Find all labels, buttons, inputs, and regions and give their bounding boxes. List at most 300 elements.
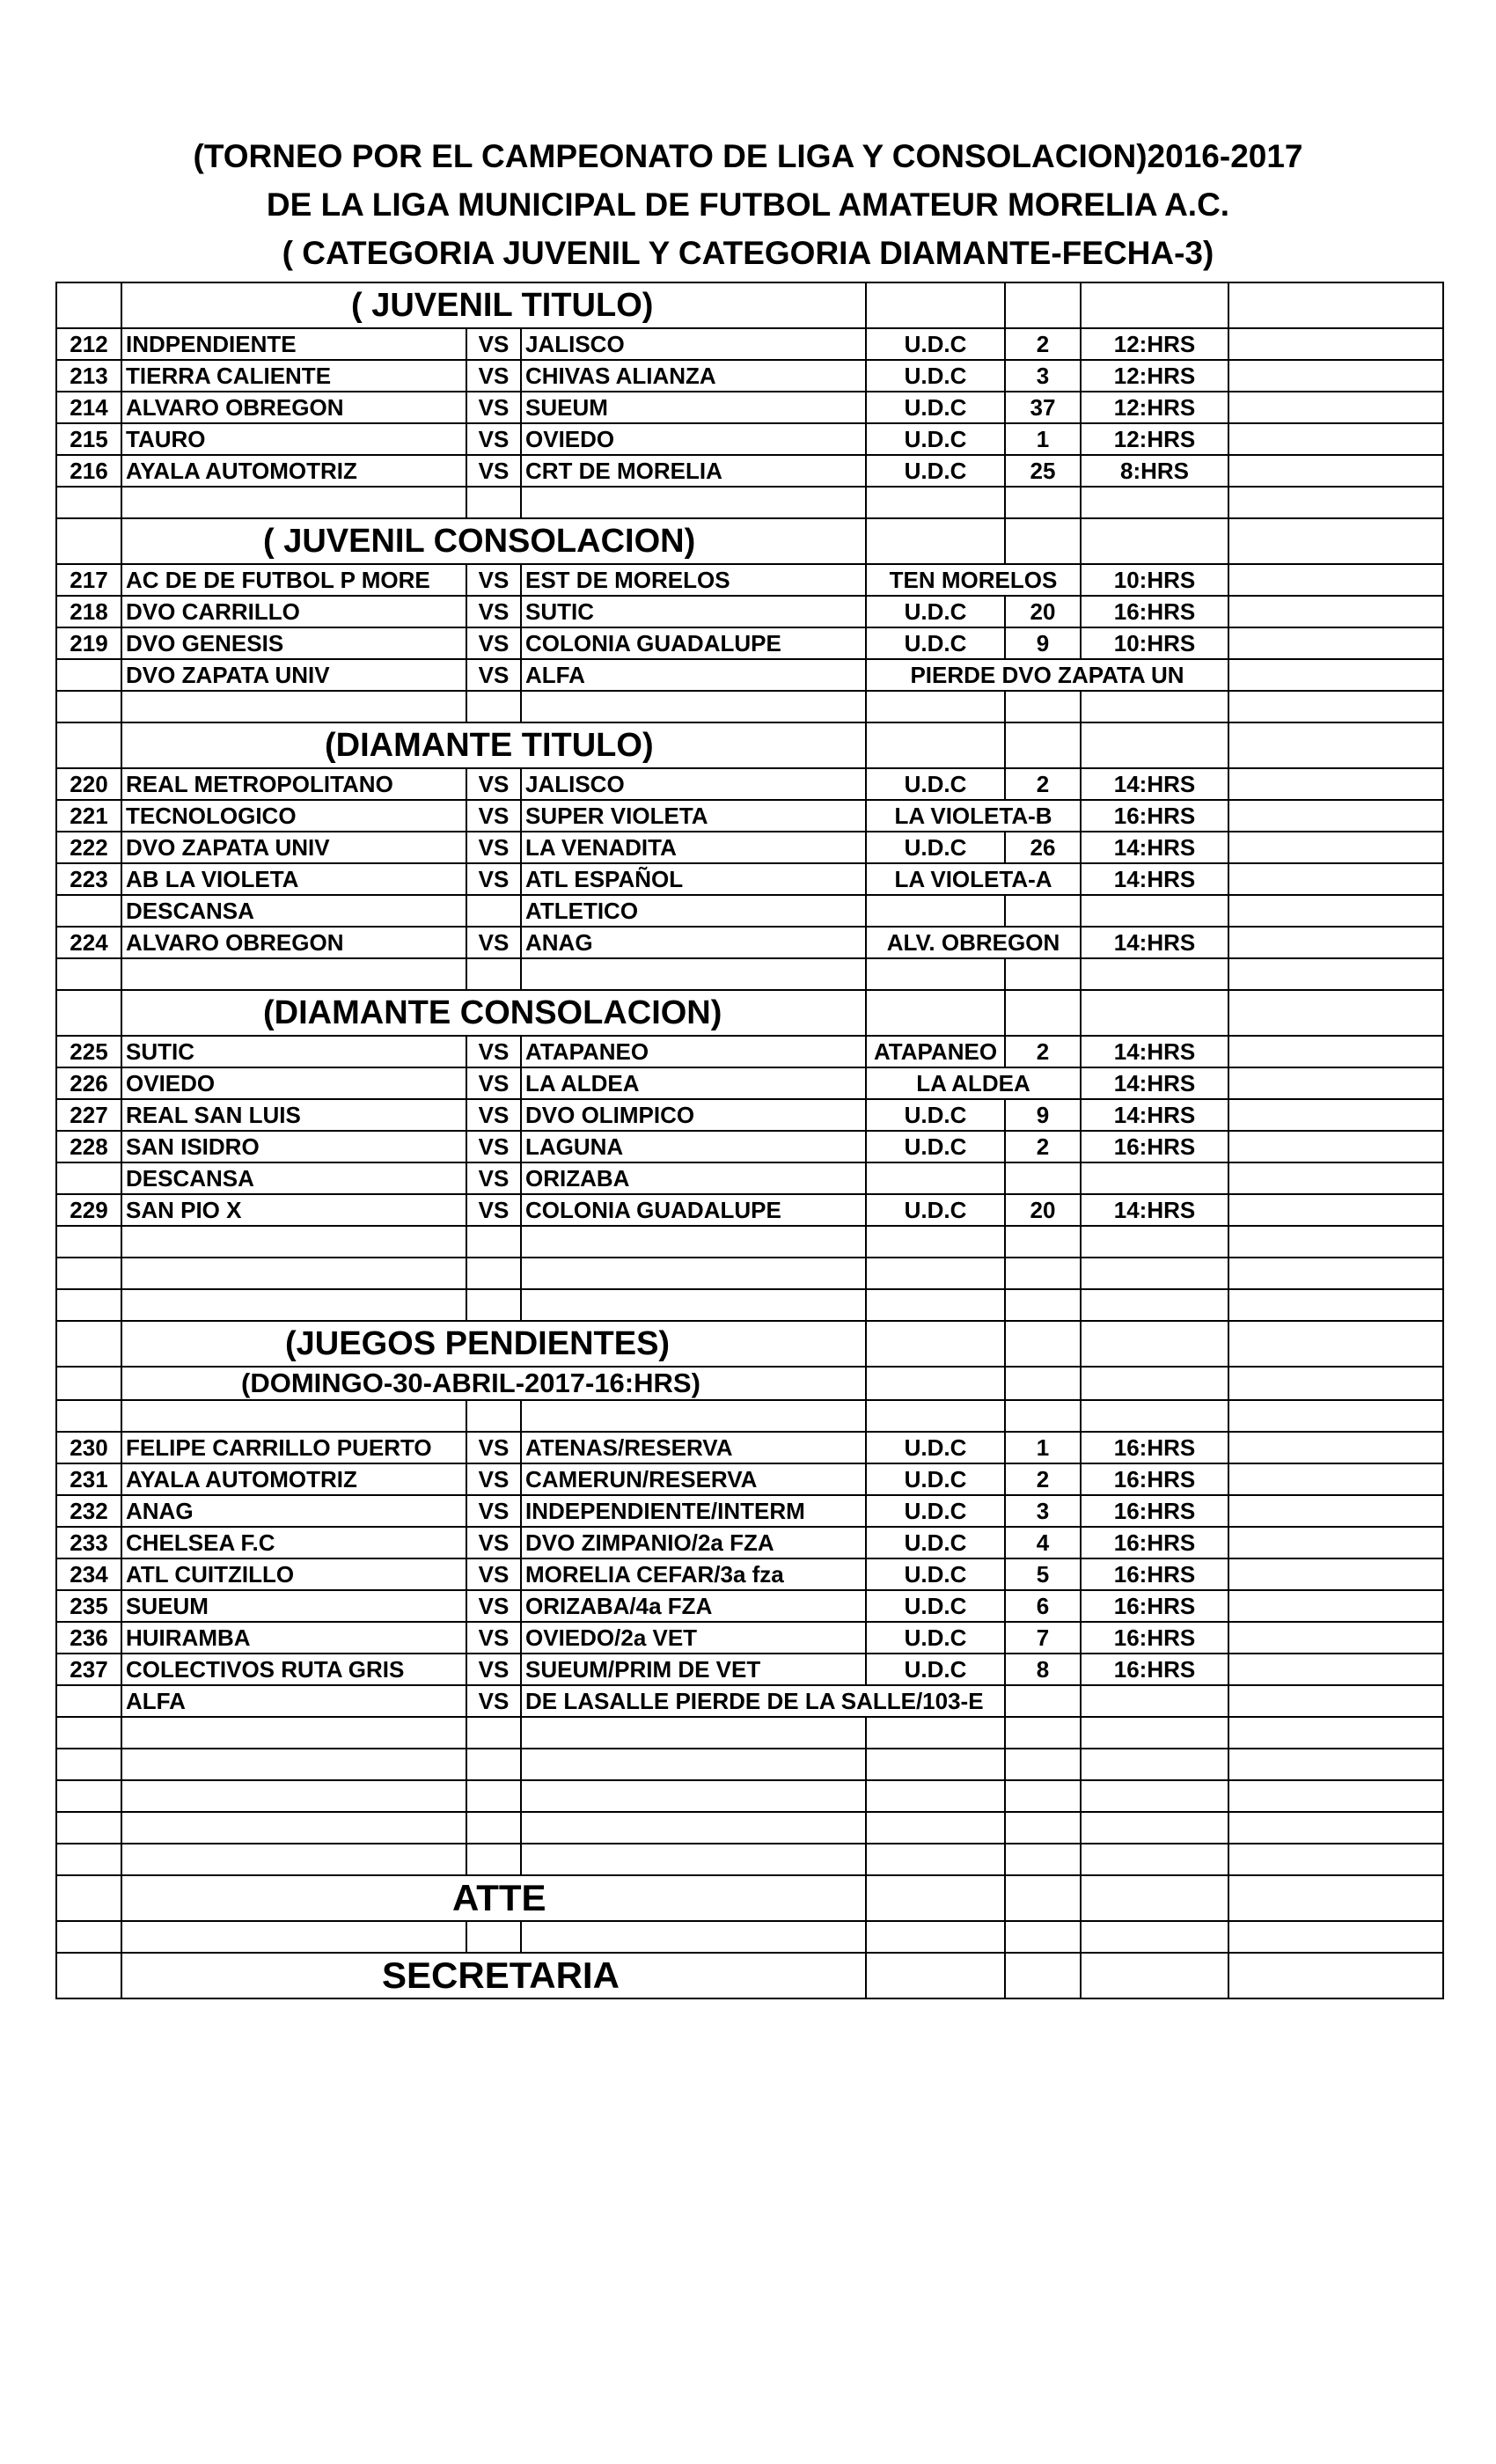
empty-cell [56, 1780, 121, 1812]
match-number: 220 [56, 768, 121, 800]
vs-label: VS [466, 328, 521, 360]
match-number: 236 [56, 1622, 121, 1654]
empty-cell [866, 722, 1005, 768]
away-team: EST DE MORELOS [521, 564, 866, 596]
match-row [56, 1654, 1443, 1685]
empty-cell [866, 487, 1005, 518]
empty-cell [1228, 659, 1443, 691]
empty-cell [121, 691, 466, 722]
empty-cell [1081, 1321, 1228, 1367]
field-number: 2 [1005, 328, 1081, 360]
empty-cell [1005, 1289, 1081, 1321]
field-name: U.D.C [866, 328, 1005, 360]
empty-cell [1081, 1921, 1228, 1953]
field-number: 1 [1005, 1432, 1081, 1463]
empty-cell [1081, 1289, 1228, 1321]
empty-cell [1005, 1321, 1081, 1367]
home-team: ANAG [121, 1495, 466, 1527]
field-number: 2 [1005, 1131, 1081, 1162]
field-number: 26 [1005, 832, 1081, 863]
empty-cell [1081, 1717, 1228, 1749]
match-time: 10:HRS [1081, 564, 1228, 596]
empty-cell [466, 1289, 521, 1321]
empty-cell [866, 1400, 1005, 1432]
empty-cell [1228, 1367, 1443, 1400]
match-row [56, 360, 1443, 392]
empty-cell [121, 1717, 466, 1749]
vs-label: VS [466, 1067, 521, 1099]
away-team: SUEUM [521, 392, 866, 423]
empty-cell [1228, 1558, 1443, 1590]
empty-cell [1005, 1875, 1081, 1921]
empty-cell [1005, 1953, 1081, 1998]
field-number [1005, 895, 1081, 927]
away-team: ATL ESPAÑOL [521, 863, 866, 895]
match-time: 16:HRS [1081, 1558, 1228, 1590]
empty-cell [1228, 1321, 1443, 1367]
match-number: 226 [56, 1067, 121, 1099]
empty-cell [521, 1226, 866, 1258]
empty-cell [1081, 487, 1228, 518]
blank-row [56, 691, 1443, 722]
match-time: 12:HRS [1081, 423, 1228, 455]
empty-cell [1081, 990, 1228, 1036]
match-time: 16:HRS [1081, 800, 1228, 832]
empty-cell [1081, 958, 1228, 990]
empty-cell [1228, 1289, 1443, 1321]
away-team: DE LASALLE PIERDE DE LA SALLE/103-E [521, 1685, 1005, 1717]
vs-label: VS [466, 800, 521, 832]
home-team: COLECTIVOS RUTA GRIS [121, 1654, 466, 1685]
vs-label: VS [466, 863, 521, 895]
blank-row [56, 1780, 1443, 1812]
field-number: 3 [1005, 360, 1081, 392]
home-team: AYALA AUTOMOTRIZ [121, 1463, 466, 1495]
empty-cell [466, 1921, 521, 1953]
field-name: U.D.C [866, 360, 1005, 392]
match-number [56, 1685, 121, 1717]
empty-cell [521, 1717, 866, 1749]
empty-cell [521, 1812, 866, 1844]
empty-cell [1081, 1258, 1228, 1289]
field-number: 37 [1005, 392, 1081, 423]
title-line-1: (TORNEO POR EL CAMPEONATO DE LIGA Y CONSOLACION)2016-2017 [193, 138, 1303, 174]
empty-cell [1005, 990, 1081, 1036]
section-header-row [56, 990, 1443, 1036]
signature-text: SECRETARIA [121, 1953, 866, 1998]
away-team: CRT DE MORELIA [521, 455, 866, 487]
vs-label: VS [466, 1194, 521, 1226]
empty-cell [866, 1226, 1005, 1258]
field-name: U.D.C [866, 1654, 1005, 1685]
empty-cell [1228, 800, 1443, 832]
field-name: U.D.C [866, 423, 1005, 455]
field-name: U.D.C [866, 768, 1005, 800]
empty-cell [866, 518, 1005, 564]
empty-cell [1228, 596, 1443, 627]
match-number: 235 [56, 1590, 121, 1622]
empty-cell [56, 1289, 121, 1321]
empty-cell [866, 1953, 1005, 1998]
match-row [56, 1622, 1443, 1654]
empty-cell [866, 1289, 1005, 1321]
home-team: SAN ISIDRO [121, 1131, 466, 1162]
match-row [56, 768, 1443, 800]
home-team: DVO CARRILLO [121, 596, 466, 627]
vs-label: VS [466, 1131, 521, 1162]
field-name: U.D.C [866, 392, 1005, 423]
field-number: 6 [1005, 1590, 1081, 1622]
vs-label: VS [466, 423, 521, 455]
match-number: 237 [56, 1654, 121, 1685]
empty-cell [1228, 1527, 1443, 1558]
match-row [56, 423, 1443, 455]
match-time: 16:HRS [1081, 596, 1228, 627]
signature-text: ATTE [121, 1875, 866, 1921]
field-name: ATAPANEO [866, 1036, 1005, 1067]
match-row [56, 1527, 1443, 1558]
home-team: SUTIC [121, 1036, 466, 1067]
empty-cell [466, 1844, 521, 1875]
match-row [56, 1194, 1443, 1226]
away-team: JALISCO [521, 328, 866, 360]
field-name: U.D.C [866, 1194, 1005, 1226]
field-number [1005, 1162, 1081, 1194]
empty-cell [1228, 863, 1443, 895]
empty-cell [866, 282, 1005, 328]
empty-cell [56, 1953, 121, 1998]
empty-cell [56, 1226, 121, 1258]
empty-cell [1228, 1780, 1443, 1812]
away-team: ANAG [521, 927, 866, 958]
subsection-title: (DOMINGO-30-ABRIL-2017-16:HRS) [121, 1367, 866, 1400]
blank-row [56, 1289, 1443, 1321]
empty-cell [1228, 1654, 1443, 1685]
away-team: LAGUNA [521, 1131, 866, 1162]
home-team: DVO ZAPATA UNIV [121, 659, 466, 691]
match-row [56, 1685, 1443, 1717]
match-number: 223 [56, 863, 121, 895]
empty-cell [466, 1226, 521, 1258]
blank-row [56, 1844, 1443, 1875]
empty-cell [521, 487, 866, 518]
empty-cell [866, 1367, 1005, 1400]
empty-cell [1081, 1226, 1228, 1258]
empty-cell [1005, 1780, 1081, 1812]
empty-cell [1005, 1812, 1081, 1844]
empty-cell [1228, 1685, 1443, 1717]
home-team: CHELSEA F.C [121, 1527, 466, 1558]
vs-label: VS [466, 1527, 521, 1558]
vs-label: VS [466, 1432, 521, 1463]
empty-cell [1081, 282, 1228, 328]
vs-label: VS [466, 1558, 521, 1590]
away-team: CAMERUN/RESERVA [521, 1463, 866, 1495]
away-team: OVIEDO [521, 423, 866, 455]
match-row [56, 392, 1443, 423]
vs-label: VS [466, 927, 521, 958]
empty-cell [1081, 1367, 1228, 1400]
title-line-3: ( CATEGORIA JUVENIL Y CATEGORIA DIAMANTE-FECHA-3) [282, 235, 1214, 271]
empty-cell [56, 1875, 121, 1921]
empty-cell [121, 958, 466, 990]
section-header-row [56, 1321, 1443, 1367]
empty-cell [1228, 1844, 1443, 1875]
empty-cell [1228, 627, 1443, 659]
empty-cell [56, 1258, 121, 1289]
match-number: 234 [56, 1558, 121, 1590]
field-name: LA VIOLETA-B [866, 800, 1081, 832]
field-name: U.D.C [866, 832, 1005, 863]
empty-cell [1228, 1921, 1443, 1953]
empty-cell [1228, 487, 1443, 518]
vs-label: VS [466, 768, 521, 800]
section-title: (JUEGOS PENDIENTES) [121, 1321, 866, 1367]
empty-cell [1081, 1953, 1228, 1998]
empty-cell [466, 487, 521, 518]
empty-cell [1228, 1495, 1443, 1527]
match-row [56, 1463, 1443, 1495]
match-number: 230 [56, 1432, 121, 1463]
empty-cell [56, 1749, 121, 1780]
home-team: ALVARO OBREGON [121, 927, 466, 958]
field-name [866, 895, 1005, 927]
empty-cell [56, 722, 121, 768]
empty-cell [866, 1717, 1005, 1749]
blank-row [56, 1226, 1443, 1258]
blank-row [56, 1400, 1443, 1432]
empty-cell [521, 1749, 866, 1780]
match-time: 16:HRS [1081, 1527, 1228, 1558]
match-row [56, 1036, 1443, 1067]
empty-cell [1228, 1875, 1443, 1921]
field-name: LA ALDEA [866, 1067, 1081, 1099]
empty-cell [1081, 691, 1228, 722]
empty-cell [466, 1780, 521, 1812]
empty-cell [866, 1258, 1005, 1289]
home-team: TECNOLOGICO [121, 800, 466, 832]
blank-row [56, 958, 1443, 990]
match-time: 12:HRS [1081, 392, 1228, 423]
home-team: DVO ZAPATA UNIV [121, 832, 466, 863]
field-name: LA VIOLETA-A [866, 863, 1081, 895]
field-name: ALV. OBREGON [866, 927, 1081, 958]
match-time [1081, 895, 1228, 927]
section-title: (DIAMANTE CONSOLACION) [121, 990, 866, 1036]
empty-cell [121, 1749, 466, 1780]
home-team: TAURO [121, 423, 466, 455]
home-team: SAN PIO X [121, 1194, 466, 1226]
empty-cell [521, 1780, 866, 1812]
field-number: 8 [1005, 1654, 1081, 1685]
match-number: 221 [56, 800, 121, 832]
match-time: 14:HRS [1081, 1036, 1228, 1067]
empty-cell [1228, 328, 1443, 360]
section-header-row [56, 518, 1443, 564]
match-time: 12:HRS [1081, 328, 1228, 360]
home-team: OVIEDO [121, 1067, 466, 1099]
empty-cell [1228, 1226, 1443, 1258]
empty-cell [121, 1812, 466, 1844]
empty-cell [56, 1844, 121, 1875]
empty-cell [466, 1258, 521, 1289]
match-time: 14:HRS [1081, 927, 1228, 958]
empty-cell [1081, 518, 1228, 564]
empty-cell [121, 1844, 466, 1875]
vs-label: VS [466, 832, 521, 863]
empty-cell [1228, 1258, 1443, 1289]
match-row [56, 1131, 1443, 1162]
empty-cell [121, 1289, 466, 1321]
empty-cell [1005, 1749, 1081, 1780]
away-team: ATAPANEO [521, 1036, 866, 1067]
away-team: ATENAS/RESERVA [521, 1432, 866, 1463]
away-team: MORELIA CEFAR/3a fza [521, 1558, 866, 1590]
empty-cell [1228, 1953, 1443, 1998]
empty-cell [56, 1400, 121, 1432]
match-number: 227 [56, 1099, 121, 1131]
empty-cell [1228, 1162, 1443, 1194]
away-team: LA ALDEA [521, 1067, 866, 1099]
empty-cell [1228, 518, 1443, 564]
match-time: 16:HRS [1081, 1590, 1228, 1622]
match-row [56, 1558, 1443, 1590]
match-number: 215 [56, 423, 121, 455]
match-row [56, 659, 1443, 691]
empty-cell [466, 958, 521, 990]
empty-cell [1228, 832, 1443, 863]
empty-cell [1081, 1875, 1228, 1921]
match-number: 222 [56, 832, 121, 863]
vs-label: VS [466, 360, 521, 392]
empty-cell [1005, 1226, 1081, 1258]
vs-label: VS [466, 1099, 521, 1131]
field-number: 25 [1005, 455, 1081, 487]
empty-cell [521, 1844, 866, 1875]
empty-cell [866, 1875, 1005, 1921]
field-name: U.D.C [866, 1432, 1005, 1463]
empty-cell [1005, 1921, 1081, 1953]
blank-row [56, 487, 1443, 518]
away-team: ATLETICO [521, 895, 866, 927]
empty-cell [1081, 1844, 1228, 1875]
home-team: DESCANSA [121, 1162, 466, 1194]
vs-label: VS [466, 1162, 521, 1194]
away-team: LA VENADITA [521, 832, 866, 863]
match-number: 217 [56, 564, 121, 596]
field-name: TEN MORELOS [866, 564, 1081, 596]
home-team: ALFA [121, 1685, 466, 1717]
empty-cell [466, 1749, 521, 1780]
empty-cell [1081, 1780, 1228, 1812]
empty-cell [1228, 1432, 1443, 1463]
empty-cell [121, 487, 466, 518]
match-number: 229 [56, 1194, 121, 1226]
empty-cell [866, 1921, 1005, 1953]
away-team: INDEPENDIENTE/INTERM [521, 1495, 866, 1527]
empty-cell [56, 282, 121, 328]
empty-cell [121, 1780, 466, 1812]
empty-cell [1081, 1812, 1228, 1844]
home-team: TIERRA CALIENTE [121, 360, 466, 392]
vs-label: VS [466, 596, 521, 627]
section-header-row [56, 282, 1443, 328]
section-title: ( JUVENIL TITULO) [121, 282, 866, 328]
match-time: 14:HRS [1081, 768, 1228, 800]
section-title: (DIAMANTE TITULO) [121, 722, 866, 768]
match-time: 16:HRS [1081, 1463, 1228, 1495]
empty-cell [1228, 1812, 1443, 1844]
empty-cell [1228, 392, 1443, 423]
field-number: 20 [1005, 596, 1081, 627]
signature-row [56, 1953, 1443, 1998]
vs-label: VS [466, 1685, 521, 1717]
empty-cell [521, 958, 866, 990]
empty-cell [1228, 282, 1443, 328]
match-number: 219 [56, 627, 121, 659]
title-line-2: DE LA LIGA MUNICIPAL DE FUTBOL AMATEUR MORELIA A.C. [266, 187, 1230, 223]
match-time: 16:HRS [1081, 1495, 1228, 1527]
match-number: 212 [56, 328, 121, 360]
match-time: 14:HRS [1081, 1067, 1228, 1099]
home-team: INDPENDIENTE [121, 328, 466, 360]
section-title: ( JUVENIL CONSOLACION) [121, 518, 866, 564]
empty-cell [1005, 1258, 1081, 1289]
vs-label: VS [466, 1654, 521, 1685]
match-row [56, 564, 1443, 596]
match-number: 232 [56, 1495, 121, 1527]
match-time: 14:HRS [1081, 832, 1228, 863]
field-name: U.D.C [866, 1099, 1005, 1131]
empty-cell [56, 518, 121, 564]
field-number: 4 [1005, 1527, 1081, 1558]
match-time: 16:HRS [1081, 1622, 1228, 1654]
match-time: 16:HRS [1081, 1654, 1228, 1685]
blank-row [56, 1717, 1443, 1749]
home-team: AYALA AUTOMOTRIZ [121, 455, 466, 487]
empty-cell [1228, 895, 1443, 927]
empty-cell [1081, 722, 1228, 768]
home-team: DESCANSA [121, 895, 466, 927]
away-team: ALFA [521, 659, 866, 691]
empty-cell [1228, 1194, 1443, 1226]
empty-cell [1005, 1400, 1081, 1432]
empty-cell [1005, 1367, 1081, 1400]
empty-cell [866, 1749, 1005, 1780]
vs-label: VS [466, 1622, 521, 1654]
empty-cell [121, 1921, 466, 1953]
empty-cell [121, 1400, 466, 1432]
empty-cell [1228, 564, 1443, 596]
empty-cell [1228, 768, 1443, 800]
blank-row [56, 1921, 1443, 1953]
match-time: 14:HRS [1081, 863, 1228, 895]
empty-cell [1228, 360, 1443, 392]
match-number: 225 [56, 1036, 121, 1067]
empty-cell [1005, 518, 1081, 564]
empty-cell [1005, 1685, 1081, 1717]
vs-label [466, 895, 521, 927]
empty-cell [56, 1321, 121, 1367]
empty-cell [466, 691, 521, 722]
empty-cell [1228, 1099, 1443, 1131]
match-time: 16:HRS [1081, 1131, 1228, 1162]
empty-cell [56, 990, 121, 1036]
empty-cell [1228, 1400, 1443, 1432]
match-time: 8:HRS [1081, 455, 1228, 487]
match-row [56, 1067, 1443, 1099]
vs-label: VS [466, 564, 521, 596]
